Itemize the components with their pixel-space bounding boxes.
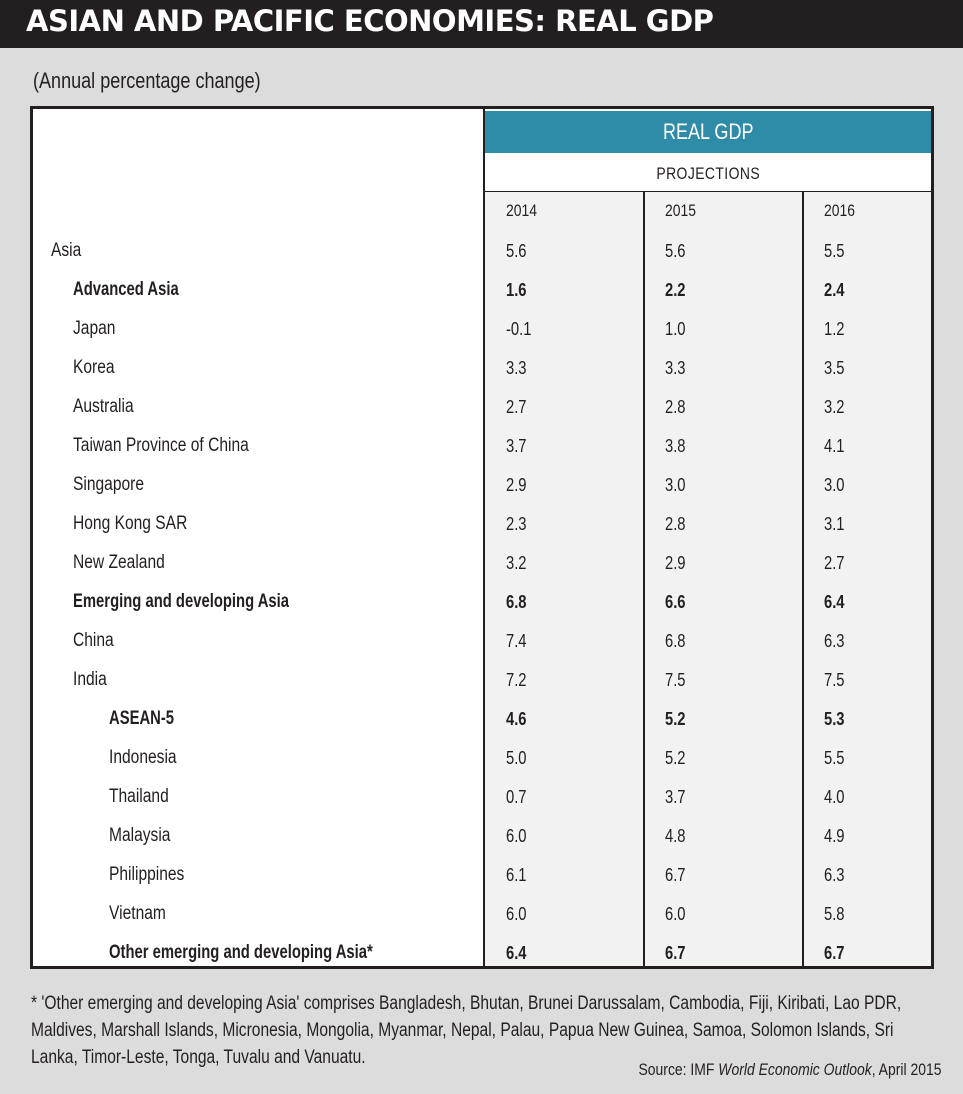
row-label: Philippines — [109, 864, 185, 885]
row-label: Asia — [51, 240, 82, 261]
row-label: Korea — [73, 357, 115, 378]
source-publication: World Economic Outlook — [717, 1060, 872, 1079]
value-cell-2016: 6.3 — [824, 631, 845, 651]
value-cell-2016: 7.5 — [824, 670, 845, 690]
value-cell-2014: 2.3 — [506, 514, 527, 534]
value-cell-2015: 6.8 — [665, 631, 686, 651]
row-label: Australia — [73, 396, 134, 417]
subtitle: (Annual percentage change) — [33, 68, 261, 93]
projections-label: PROJECTIONS — [656, 164, 760, 183]
page-title: ASIAN AND PACIFIC ECONOMIES: REAL GDP — [26, 4, 714, 38]
gdp-table — [30, 106, 934, 969]
value-cell-2014: 3.2 — [506, 553, 527, 573]
footnote: * 'Other emerging and developing Asia' comprises Bangladesh, Bhutan, Brunei Darussalam, Cambodia, Fiji, Kiribati, Lao PDR, Maldives, Marshall Islands, Micronesia, Mongolia, Myanmar, Nepal, Palau, Papua New Guinea, Samoa, Solomon Islands, Sri Lanka, Timor-Leste, Tonga, Tuvalu and Vanuatu. — [31, 993, 902, 1068]
real-gdp-header-label: REAL GDP — [662, 119, 754, 144]
value-cell-2016: 4.1 — [824, 436, 845, 456]
row-label: India — [73, 669, 107, 690]
value-cell-2015: 2.2 — [665, 280, 686, 300]
value-cell-2016: 2.4 — [824, 280, 845, 300]
value-cell-2016: 6.3 — [824, 865, 845, 885]
row-label: Thailand — [109, 786, 169, 807]
column-shade-2014 — [485, 192, 643, 966]
value-cell-2016: 6.4 — [824, 592, 845, 612]
year-header-2015: 2015 — [665, 201, 697, 220]
row-label: China — [73, 630, 114, 651]
source-note: Source: IMF World Economic Outlook, April 2015 — [638, 1060, 941, 1079]
value-cell-2014: 1.6 — [506, 280, 527, 300]
value-cell-2015: 3.0 — [665, 475, 686, 495]
value-cell-2014: 6.0 — [506, 904, 527, 924]
value-cell-2014: 3.3 — [506, 358, 527, 378]
value-cell-2016: 1.2 — [824, 319, 845, 339]
value-cell-2015: 1.0 — [665, 319, 686, 339]
column-shade-2016 — [804, 192, 931, 966]
value-cell-2014: 6.8 — [506, 592, 527, 612]
row-label: Malaysia — [109, 825, 171, 846]
row-label: New Zealand — [73, 552, 165, 573]
value-cell-2014: 2.7 — [506, 397, 527, 417]
value-cell-2016: 2.7 — [824, 553, 845, 573]
value-cell-2014: 6.1 — [506, 865, 527, 885]
value-cell-2015: 6.7 — [665, 943, 686, 963]
value-cell-2014: 5.0 — [506, 748, 527, 768]
value-cell-2015: 6.6 — [665, 592, 686, 612]
value-cell-2015: 5.6 — [665, 241, 686, 261]
value-cell-2016: 3.0 — [824, 475, 845, 495]
year-header-2014: 2014 — [506, 201, 538, 220]
value-cell-2016: 3.1 — [824, 514, 845, 534]
value-cell-2015: 6.0 — [665, 904, 686, 924]
value-cell-2015: 7.5 — [665, 670, 686, 690]
row-label: Taiwan Province of China — [73, 435, 249, 456]
value-cell-2014: 0.7 — [506, 787, 527, 807]
value-cell-2015: 2.9 — [665, 553, 686, 573]
value-cell-2016: 5.5 — [824, 748, 845, 768]
value-cell-2016: 5.8 — [824, 904, 845, 924]
value-cell-2016: 4.0 — [824, 787, 845, 807]
value-cell-2015: 3.7 — [665, 787, 686, 807]
value-cell-2015: 3.8 — [665, 436, 686, 456]
value-cell-2014: 6.4 — [506, 943, 527, 963]
value-cell-2016: 3.2 — [824, 397, 845, 417]
value-cell-2015: 5.2 — [665, 748, 686, 768]
column-shade-2015 — [645, 192, 802, 966]
row-label: Emerging and developing Asia — [73, 591, 290, 612]
value-cell-2014: -0.1 — [506, 319, 532, 339]
column-divider-2015 — [643, 192, 645, 966]
value-cell-2014: 7.4 — [506, 631, 527, 651]
value-cell-2015: 4.8 — [665, 826, 686, 846]
value-cell-2015: 3.3 — [665, 358, 686, 378]
row-label: Hong Kong SAR — [73, 513, 188, 534]
value-cell-2016: 6.7 — [824, 943, 845, 963]
value-cell-2016: 5.5 — [824, 241, 845, 261]
column-divider-label — [483, 109, 485, 966]
value-cell-2016: 3.5 — [824, 358, 845, 378]
title-bar — [0, 0, 963, 48]
row-label: ASEAN-5 — [109, 708, 175, 729]
column-divider-2016 — [802, 192, 804, 966]
projections-underline — [485, 191, 931, 192]
value-cell-2014: 2.9 — [506, 475, 527, 495]
value-cell-2015: 6.7 — [665, 865, 686, 885]
row-label: Vietnam — [109, 903, 166, 924]
row-label: Singapore — [73, 474, 145, 495]
row-label: Other emerging and developing Asia* — [109, 942, 373, 963]
year-header-2016: 2016 — [824, 201, 856, 220]
value-cell-2015: 5.2 — [665, 709, 686, 729]
value-cell-2015: 2.8 — [665, 514, 686, 534]
value-cell-2015: 2.8 — [665, 397, 686, 417]
row-label: Japan — [73, 318, 116, 339]
value-cell-2014: 3.7 — [506, 436, 527, 456]
row-label: Advanced Asia — [73, 279, 179, 300]
value-cell-2014: 6.0 — [506, 826, 527, 846]
row-label: Indonesia — [109, 747, 177, 768]
value-cell-2014: 7.2 — [506, 670, 527, 690]
value-cell-2016: 5.3 — [824, 709, 845, 729]
value-cell-2016: 4.9 — [824, 826, 845, 846]
value-cell-2014: 4.6 — [506, 709, 527, 729]
value-cell-2014: 5.6 — [506, 241, 527, 261]
